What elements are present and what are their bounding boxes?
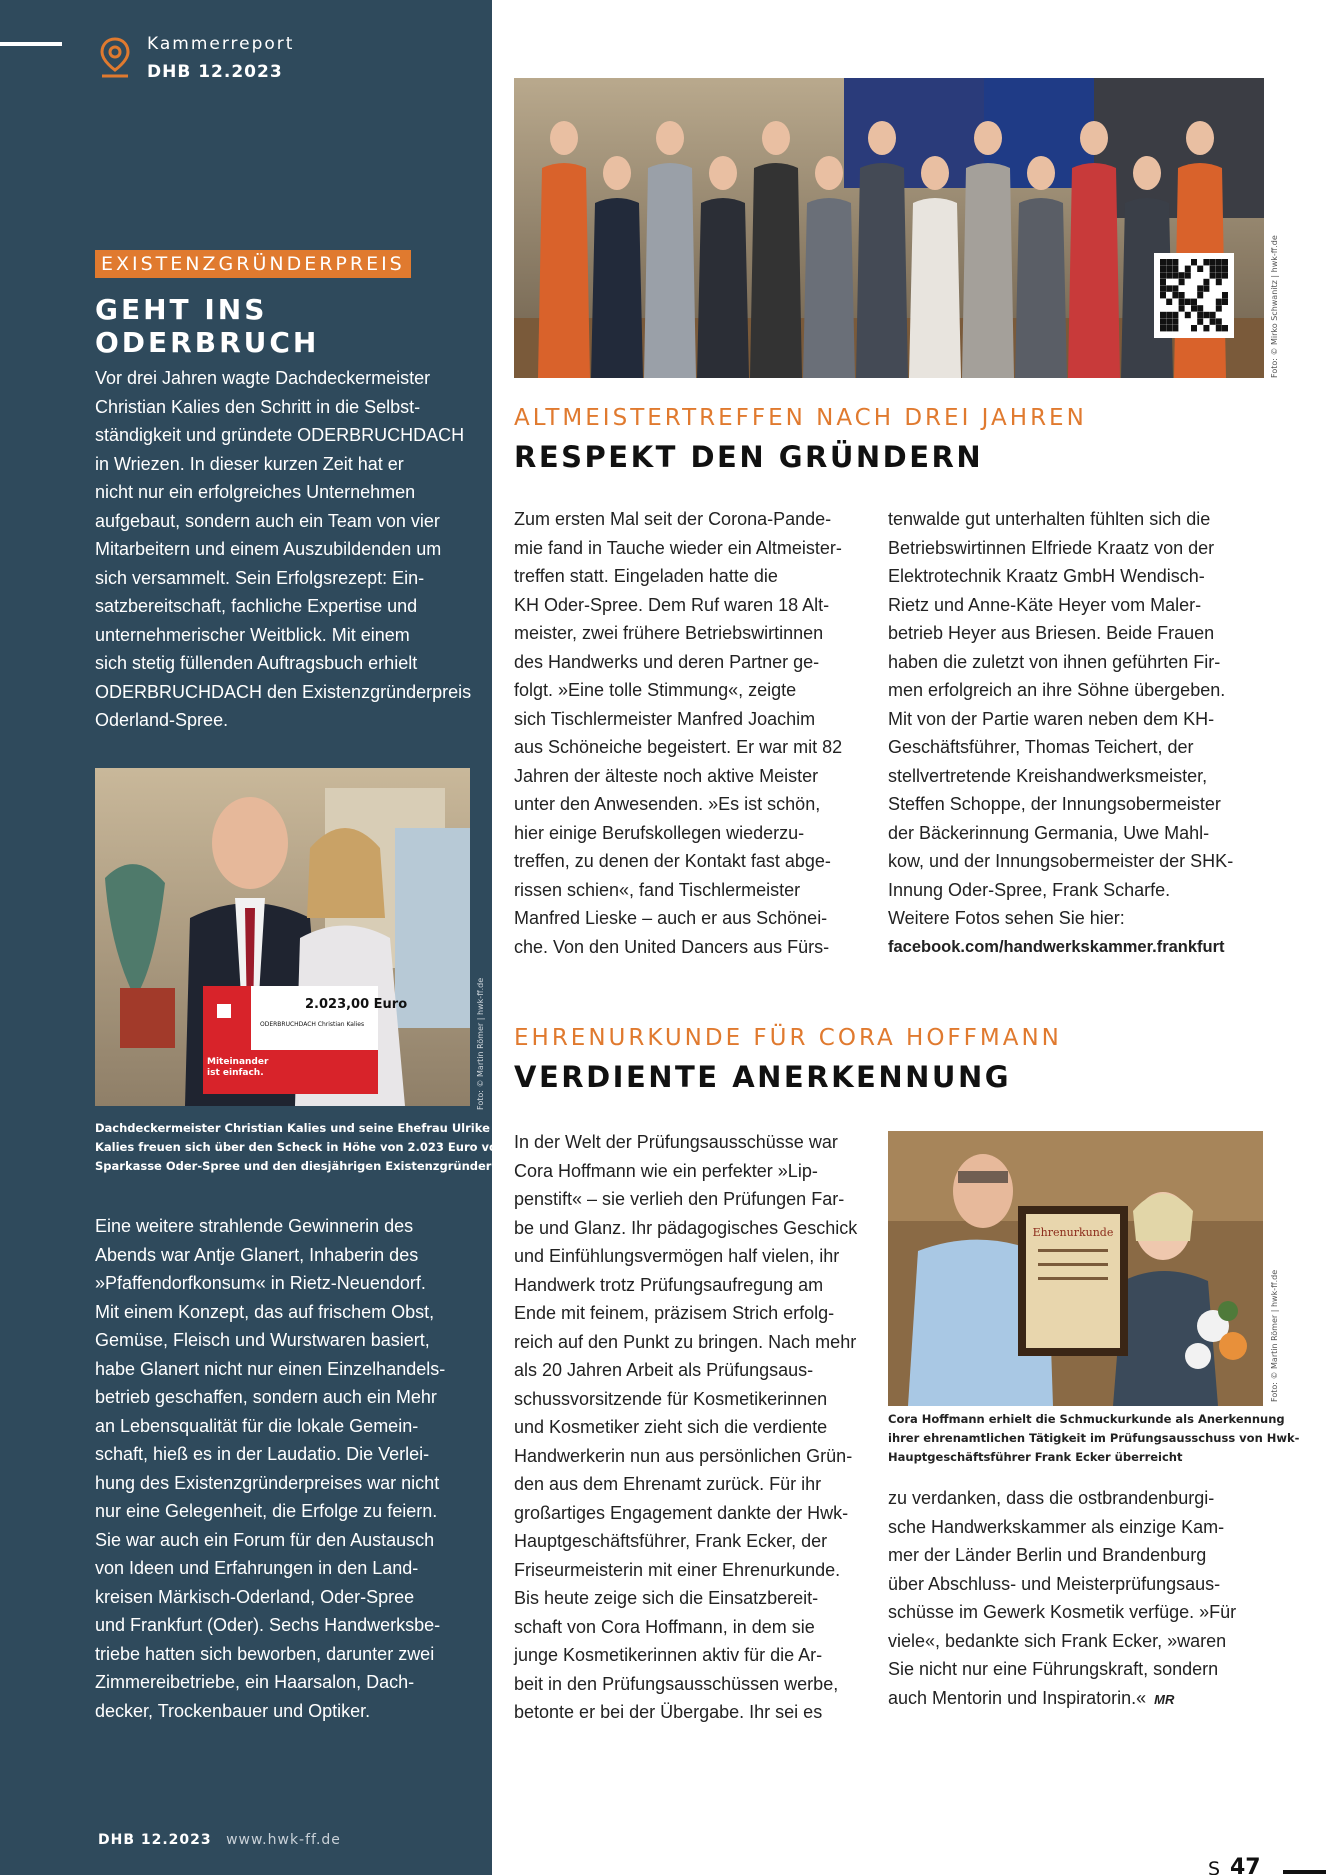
person-head — [656, 121, 684, 155]
footer-left — [98, 1832, 341, 1848]
caption-line: Dachdeckermeister Christian Kalies und seine Ehefrau Ulrike — [95, 1121, 490, 1135]
qr-module — [1197, 285, 1203, 291]
text-line: sche Handwerkskammer als einzige Kam- — [888, 1516, 1225, 1537]
qr-module — [1210, 312, 1216, 318]
text-line: schaft, hieß es in der Laudatio. Die Verlei- — [95, 1444, 430, 1464]
qr-module — [1166, 266, 1172, 272]
photo1-caption — [95, 1119, 531, 1176]
article3-kicker: EHRENURKUNDE FÜR CORA HOFFMANN — [514, 1025, 1062, 1051]
text-line: ständigkeit und gründete ODERBRUCHDACH — [95, 425, 465, 445]
qr-module — [1172, 318, 1178, 324]
text-line: satzbereitschaft, fachliche Expertise und — [95, 596, 418, 616]
qr-module — [1191, 259, 1197, 265]
qr-module — [1160, 279, 1166, 285]
text-line: schussvorsitzende für Kosmetikerinnen — [514, 1388, 828, 1409]
certificate-title: Ehrenurkunde — [1032, 1226, 1114, 1239]
photo-certificate — [888, 1131, 1263, 1406]
text-line: Zum ersten Mal seit der Corona-Pande- — [514, 509, 832, 529]
qr-module — [1197, 305, 1203, 311]
qr-module — [1222, 259, 1228, 265]
text-line: und Einfühlungsvermögen half vielen, ihr — [514, 1246, 840, 1266]
qr-module — [1210, 272, 1216, 278]
text-line: be und Glanz. Ihr pädagogisches Geschick — [514, 1217, 858, 1238]
text-line: kow, und der Innungsobermeister der SHK- — [888, 851, 1234, 871]
text-line: und Frankfurt (Oder). Sechs Handwerksbe- — [95, 1615, 441, 1635]
qr-module — [1179, 279, 1185, 285]
photo-check-handover — [95, 768, 470, 1106]
text-line: Bis heute zeige sich die Einsatzbereit- — [514, 1588, 819, 1608]
location-pin-icon — [98, 36, 132, 80]
text-line: junge Kosmetikerinnen aktiv für die Ar- — [514, 1645, 823, 1665]
qr-module — [1185, 299, 1191, 305]
check-slogan-1: Miteinander — [207, 1057, 269, 1067]
footer-issue: DHB 12.2023 — [98, 1832, 212, 1848]
person-head — [815, 156, 843, 190]
caption-line: ihrer ehrenamtlichen Tätigkeit im Prüfungsausschuss von Hwk- — [888, 1431, 1300, 1445]
article2-kicker: ALTMEISTERTREFFEN NACH DREI JAHREN — [514, 405, 1087, 431]
text-line: reich auf den Punkt zu bringen. Nach mehr — [514, 1331, 857, 1352]
text-line: unternehmerischer Weitblick. Mit einem — [95, 624, 410, 645]
text-line: nur eine Gelegenheit, die Erfolge zu feiern. — [95, 1501, 438, 1521]
qr-module — [1191, 305, 1197, 311]
text-line: Zimmereibetriebe, ein Haarsalon, Dach- — [95, 1672, 415, 1692]
person-body — [750, 163, 802, 378]
text-line: aufgebaut, sondern auch ein Team von vier — [95, 510, 440, 531]
qr-module — [1222, 266, 1228, 272]
text-line: des Handwerks und deren Partner ge- — [514, 651, 820, 672]
qr-module — [1160, 285, 1166, 291]
qr-module — [1203, 325, 1209, 331]
text-line: KH Oder-Spree. Dem Ruf waren 18 Alt- — [514, 594, 830, 615]
qr-module — [1179, 305, 1185, 311]
text-line: Hauptgeschäftsführer, Frank Ecker, der — [514, 1531, 828, 1551]
person-head — [1027, 156, 1055, 190]
text-line: zu verdanken, dass die ostbrandenburgi- — [888, 1488, 1215, 1508]
qr-module — [1222, 292, 1228, 298]
text-line: men erfolgreich an ihre Söhne übergeben. — [888, 680, 1226, 700]
qr-module — [1172, 285, 1178, 291]
text-line: rissen schien«, fand Tischlermeister — [514, 879, 801, 900]
article1-intro — [95, 364, 471, 735]
article2-column-1 — [514, 505, 842, 961]
text-line: mie fand in Tauche wieder ein Altmeister- — [514, 537, 842, 558]
qr-module — [1216, 266, 1222, 272]
text-line: Sie war auch ein Forum für den Austausch — [95, 1529, 435, 1550]
text-line: betrieb geschaffen, sondern auch ein Mehr — [95, 1387, 437, 1407]
qr-module — [1222, 299, 1228, 305]
qr-module — [1203, 259, 1209, 265]
text-line: treffen, zu denen der Kontakt fast abge- — [514, 851, 831, 871]
person-body — [644, 163, 696, 378]
text-line: Geschäftsführer, Thomas Teichert, der — [888, 737, 1194, 757]
caption-line: Sparkasse Oder-Spree und den diesjährigen Existenzgründerpreis — [95, 1159, 524, 1173]
text-line: Abends war Antje Glanert, Inhaberin des — [95, 1244, 419, 1265]
text-line: sich stetig füllenden Auftragsbuch erhielt — [95, 653, 418, 673]
section-label: Kammerreport — [147, 34, 295, 54]
text-line: »Pfaffendorfkonsum« in Rietz-Neuendorf. — [95, 1273, 426, 1293]
text-line: nicht nur ein erfolgreiches Unternehmen — [95, 482, 416, 502]
text-line: viele«, bedankte sich Frank Ecker, »waren — [888, 1630, 1227, 1651]
issue-label: DHB 12.2023 — [147, 62, 283, 82]
person-head — [974, 121, 1002, 155]
text-line — [888, 1684, 1236, 1715]
text-line: ODERBRUCHDACH den Existenzgründerpreis — [95, 681, 472, 702]
text-line: unter den Anwesenden. »Es ist schön, — [514, 794, 821, 814]
closing-line: auch Mentorin und Inspiratorin.« — [888, 1687, 1147, 1708]
text-line: folgt. »Eine tolle Stimmung«, zeigte — [514, 680, 797, 700]
caption-line: Hauptgeschäftsführer Frank Ecker überreicht — [888, 1450, 1183, 1464]
article1-title: GEHT INS ODERBRUCH — [95, 293, 320, 359]
qr-module — [1191, 325, 1197, 331]
person-head — [550, 121, 578, 155]
qr-module — [1210, 259, 1216, 265]
person-body — [909, 198, 961, 378]
qr-module — [1172, 272, 1178, 278]
qr-module — [1160, 292, 1166, 298]
text-line: Mit einem Konzept, das auf frischem Obst, — [95, 1301, 435, 1322]
qr-module — [1203, 285, 1209, 291]
text-line: Betriebswirtinnen Elfriede Kraatz von der — [888, 537, 1215, 558]
text-line: beit in den Prüfungsausschüssen werbe, — [514, 1673, 839, 1694]
article3-title: VERDIENTE ANERKENNUNG — [514, 1060, 1012, 1094]
text-line: Vor drei Jahren wagte Dachdeckermeister — [95, 368, 431, 388]
qr-module — [1216, 305, 1222, 311]
text-line: kreisen Märkisch-Oderland, Oder-Spree — [95, 1586, 415, 1607]
page-number: 47 — [1230, 1855, 1261, 1875]
qr-module — [1179, 292, 1185, 298]
caption-line: Kalies freuen sich über den Scheck in Höhe von 2.023 Euro von der — [95, 1140, 531, 1154]
text-line: schaft von Cora Hoffmann, in dem sie — [514, 1616, 815, 1637]
qr-module — [1210, 318, 1216, 324]
text-line: Elektrotechnik Kraatz GmbH Wendisch- — [888, 566, 1205, 586]
article2-title: RESPEKT DEN GRÜNDERN — [514, 440, 984, 474]
article2-column-2 — [888, 505, 1233, 961]
text-line: Handwerk trotz Prüfungsaufregung am — [514, 1274, 824, 1295]
qr-module — [1216, 259, 1222, 265]
qr-module — [1166, 272, 1172, 278]
qr-module — [1179, 299, 1185, 305]
text-line: in Wriezen. In dieser kurzen Zeit hat er — [95, 453, 404, 474]
text-line: Gemüse, Fleisch und Wurstwaren basiert, — [95, 1330, 430, 1350]
person-head — [868, 121, 896, 155]
qr-module — [1203, 279, 1209, 285]
person-head — [762, 121, 790, 155]
text-line: von Ideen und Erfahrungen in den Land- — [95, 1558, 419, 1578]
text-line: Mit von der Partie waren neben dem KH- — [888, 708, 1215, 729]
person-body — [803, 198, 855, 378]
qr-module — [1222, 325, 1228, 331]
text-line: als 20 Jahren Arbeit als Prüfungsaus- — [514, 1360, 814, 1380]
qr-module — [1166, 285, 1172, 291]
text-line: In der Welt der Prüfungsausschüsse war — [514, 1132, 838, 1152]
qr-module — [1166, 312, 1172, 318]
person-head — [1186, 121, 1214, 155]
text-line: decker, Trockenbauer und Optiker. — [95, 1700, 371, 1721]
qr-module — [1172, 266, 1178, 272]
person-body — [697, 198, 749, 378]
qr-module — [1216, 318, 1222, 324]
qr-module — [1160, 312, 1166, 318]
qr-module — [1216, 325, 1222, 331]
qr-module — [1160, 325, 1166, 331]
caption-line: Cora Hoffmann erhielt die Schmuckurkunde als Anerkennung — [888, 1412, 1285, 1426]
text-line: treffen statt. Eingeladen hatte die — [514, 566, 778, 586]
person-body — [538, 163, 590, 378]
text-line: betrieb Heyer aus Briesen. Beide Frauen — [888, 623, 1215, 643]
text-line: aus Schöneiche begeistert. Er war mit 82 — [514, 737, 843, 757]
person-body — [856, 163, 908, 378]
qr-module — [1197, 312, 1203, 318]
qr-module — [1166, 325, 1172, 331]
text-line: tenwalde gut unterhalten fühlten sich die — [888, 509, 1211, 529]
qr-module — [1172, 259, 1178, 265]
person-head — [709, 156, 737, 190]
text-line: Innung Oder-Spree, Frank Scharfe. — [888, 879, 1171, 900]
text-line: an Lebensqualität für die lokale Gemein- — [95, 1415, 419, 1436]
text-line: hier einige Berufskollegen wiederzu- — [514, 822, 805, 843]
qr-module — [1216, 279, 1222, 285]
person-body — [1068, 163, 1120, 378]
text-line: habe Glanert nicht nur einen Einzelhandels- — [95, 1358, 446, 1379]
text-line: sich Tischlermeister Manfred Joachim — [514, 708, 816, 729]
text-line: hung des Existenzgründerpreises war nicht — [95, 1472, 440, 1493]
text-line: großartiges Engagement dankte der Hwk- — [514, 1502, 849, 1523]
qr-module — [1172, 325, 1178, 331]
photo3-caption — [888, 1410, 1299, 1467]
person-head — [603, 156, 631, 190]
footer-url[interactable]: www.hwk-ff.de — [226, 1832, 341, 1848]
text-line: che. Von den United Dancers aus Fürs- — [514, 936, 830, 957]
qr-module — [1179, 272, 1185, 278]
text-line: Eine weitere strahlende Gewinnerin des — [95, 1216, 414, 1236]
page-prefix: S — [1208, 1858, 1221, 1875]
article3-column-1 — [514, 1128, 857, 1727]
article1-body — [95, 1212, 445, 1725]
text-line: meister, zwei frühere Betriebswirtinnen — [514, 623, 824, 643]
text-line: stellvertretende Kreishandwerksmeister, — [888, 765, 1208, 786]
text-line: über Abschluss- und Meisterprüfungsaus- — [888, 1573, 1221, 1594]
text-line: schüsse im Gewerk Kosmetik verfüge. »Für — [888, 1602, 1237, 1622]
person-body — [1015, 198, 1067, 378]
qr-module — [1160, 272, 1166, 278]
photo-group-altmeister — [514, 78, 1264, 378]
text-line: Christian Kalies den Schritt in die Selbst- — [95, 396, 421, 417]
text-line: Rietz und Anne-Käte Heyer vom Maler- — [888, 594, 1202, 615]
text-line: Oderland-Spree. — [95, 710, 229, 730]
person-head — [921, 156, 949, 190]
text-line: betonte er bei der Übergabe. Ihr sei es — [514, 1702, 823, 1722]
person-body — [591, 198, 643, 378]
text-line: Sie nicht nur eine Führungskraft, sondern — [888, 1659, 1219, 1679]
qr-module — [1197, 292, 1203, 298]
person-body — [962, 163, 1014, 378]
qr-module — [1197, 266, 1203, 272]
text-line: haben die zuletzt von ihnen geführten Fir- — [888, 651, 1221, 672]
qr-module — [1185, 272, 1191, 278]
sidebar — [0, 0, 531, 1875]
person-head — [1133, 156, 1161, 190]
text-line: sich versammelt. Sein Erfolgsrezept: Ein- — [95, 567, 425, 588]
check-amount: 2.023,00 Euro — [305, 997, 408, 1012]
qr-module — [1216, 272, 1222, 278]
photo1-credit: Foto: © Martin Römer | hwk-ff.de — [476, 977, 485, 1110]
qr-module — [1216, 299, 1222, 305]
qr-module — [1160, 318, 1166, 324]
article3-column-2 — [888, 1484, 1236, 1714]
text-line: den aus dem Ehrenamt zurück. Für ihr — [514, 1474, 822, 1494]
page-rule — [1283, 1870, 1326, 1874]
qr-module — [1203, 312, 1209, 318]
check-name: ODERBRUCHDACH Christian Kalies — [260, 1021, 365, 1028]
photo3-credit: Foto: © Martin Römer | hwk-ff.de — [1270, 1269, 1279, 1402]
qr-module — [1172, 312, 1178, 318]
text-line: Friseurmeisterin mit einer Ehrenurkunde. — [514, 1559, 841, 1580]
photo2-credit: Foto: © Mirko Schwanitz | hwk-ff.de — [1270, 235, 1279, 378]
qr-module — [1166, 318, 1172, 324]
qr-module — [1160, 266, 1166, 272]
text-line: Ende mit feinem, präzisem Strich erfolg- — [514, 1303, 835, 1323]
check-slogan-2: ist einfach. — [207, 1068, 264, 1078]
text-line: penstift« – sie verlieh den Prüfungen Far- — [514, 1189, 845, 1209]
text-line: Weitere Fotos sehen Sie hier: — [888, 908, 1125, 928]
header-rule — [0, 42, 62, 46]
author-initials: MR — [1154, 1691, 1175, 1707]
text-line: Mitarbeitern und einem Auszubildenden um — [95, 539, 442, 559]
qr-module — [1191, 299, 1197, 305]
qr-module — [1197, 318, 1203, 324]
text-line: triebe hatten sich beworben, darunter zwei — [95, 1643, 435, 1664]
text-line: Steffen Schoppe, der Innungsobermeister — [888, 794, 1221, 814]
text-line: Handwerkerin nun aus persönlichen Grün- — [514, 1445, 853, 1466]
qr-module — [1185, 312, 1191, 318]
person-head — [1080, 121, 1108, 155]
qr-module — [1222, 272, 1228, 278]
qr-module — [1166, 299, 1172, 305]
facebook-link[interactable]: facebook.com/handwerkskammer.frankfurt — [888, 937, 1225, 956]
text-line: Manfred Lieske – auch er aus Schönei- — [514, 908, 828, 928]
qr-module — [1172, 292, 1178, 298]
qr-module — [1210, 266, 1216, 272]
text-line: und Kosmetiker zieht sich die verdiente — [514, 1417, 828, 1437]
article1-kicker: EXISTENZGRÜNDERPREIS — [95, 250, 411, 278]
text-line: Cora Hoffmann wie ein perfekter »Lip- — [514, 1160, 818, 1181]
text-line: Jahren der älteste noch aktive Meister — [514, 765, 819, 786]
qr-module — [1185, 266, 1191, 272]
text-line: mer der Länder Berlin und Brandenburg — [888, 1545, 1207, 1565]
qr-module — [1166, 259, 1172, 265]
qr-module — [1160, 259, 1166, 265]
text-line: der Bäckerinnung Germania, Uwe Mahl- — [888, 822, 1210, 843]
